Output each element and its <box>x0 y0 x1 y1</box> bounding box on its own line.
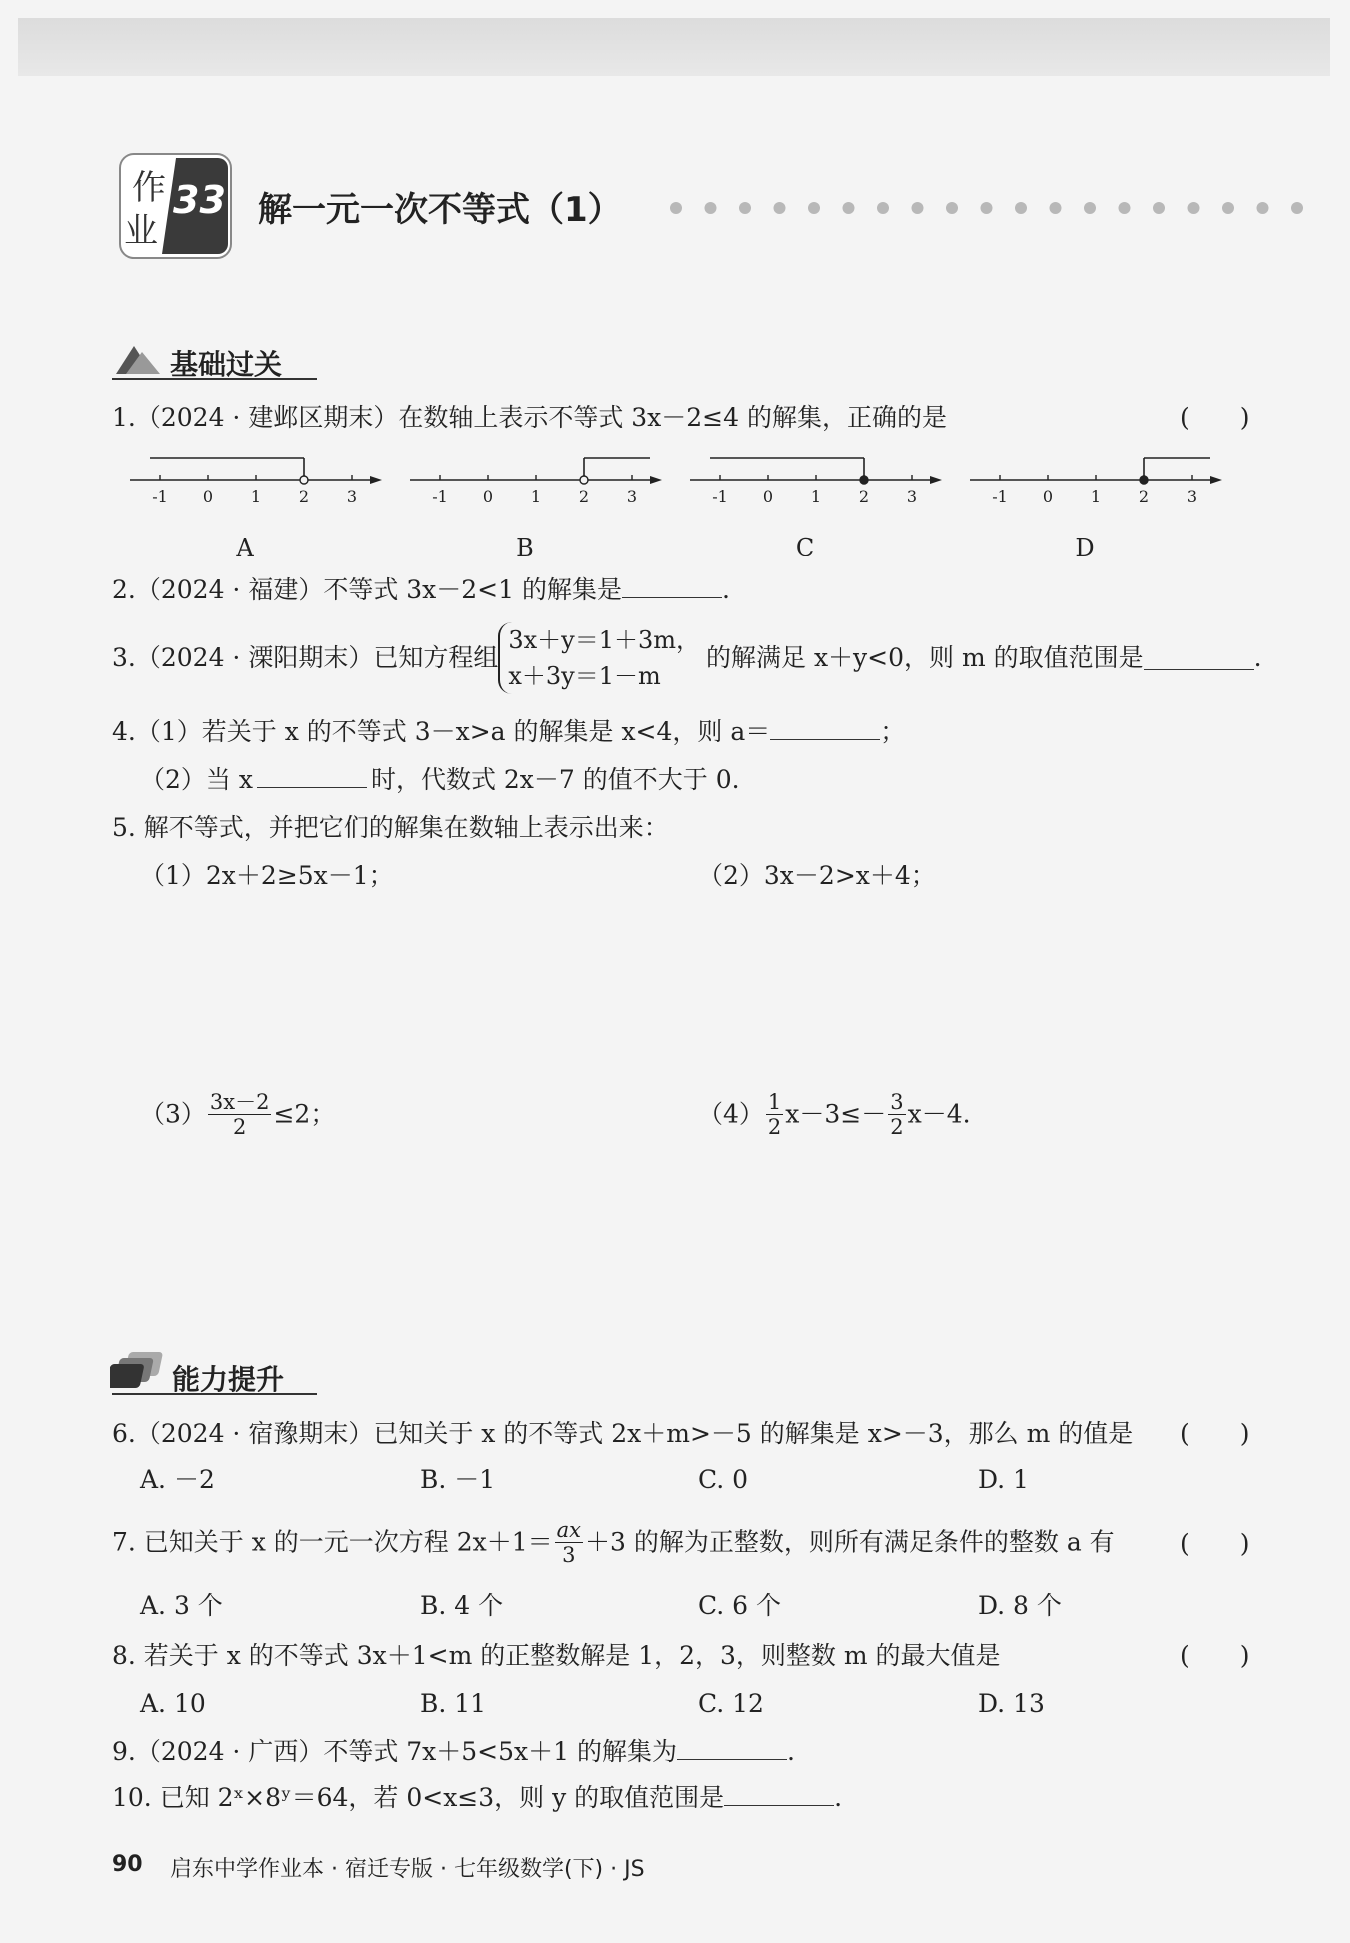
leader-dot <box>877 202 889 214</box>
closed-endpoint <box>860 476 868 484</box>
q5-sub4-fraction2 <box>888 1090 905 1139</box>
q5-sub3-label: （3） <box>140 1099 206 1129</box>
q7-stem-pre: 7. 已知关于 x 的一元一次方程 2x＋1＝ <box>112 1527 553 1557</box>
number-line-a <box>130 458 382 556</box>
section-title-basic: 基础过关 <box>170 348 283 381</box>
section-underline-advanced <box>112 1393 317 1395</box>
q4-part1-stem: 4.（1）若关于 x 的不等式 3－x>a 的解集是 x<4，则 a＝ <box>112 717 771 746</box>
tick-label: 2 <box>858 487 870 506</box>
q5-stem: 5. 解不等式，并把它们的解集在数轴上表示出来： <box>112 813 669 842</box>
q1-number-lines <box>130 446 1240 556</box>
leader-dot <box>1188 202 1200 214</box>
q9-answer-blank[interactable] <box>677 1737 787 1760</box>
q5-sub3-rhs: ≤2； <box>273 1099 336 1129</box>
tick-label: 3 <box>626 487 638 506</box>
q7-option-d[interactable]: D. 8 个 <box>978 1591 1062 1620</box>
title-dot-leader <box>668 198 1328 218</box>
q7-option-a[interactable]: A. 3 个 <box>140 1591 223 1620</box>
leader-dot <box>670 202 682 214</box>
q10-end: . <box>834 1783 843 1812</box>
leader-dot <box>1291 202 1303 214</box>
badge-number: 33 <box>173 178 226 222</box>
badge-top-char: 作 <box>132 168 166 208</box>
q4-part2-post: 时，代数式 2x－7 的值不大于 0. <box>370 765 740 794</box>
closed-endpoint <box>1140 476 1148 484</box>
q1-stem: 1.（2024 · 建邺区期末）在数轴上表示不等式 3x－2≤4 的解集，正确的是 <box>112 403 947 432</box>
q3-answer-blank[interactable] <box>1144 647 1254 670</box>
q7-stem <box>112 1518 1115 1567</box>
q5-sub2: （2）3x－2>x＋4； <box>698 861 936 890</box>
open-endpoint <box>580 476 588 484</box>
leader-dot <box>1257 202 1269 214</box>
tick-label: -1 <box>152 487 168 506</box>
leader-dot <box>912 202 924 214</box>
section-icon-advanced <box>110 1348 166 1390</box>
tick-label: 2 <box>1138 487 1150 506</box>
q3-equation-system <box>498 622 700 694</box>
q4-part2-blank[interactable] <box>257 765 367 788</box>
badge-bottom-char: 业 <box>124 211 158 251</box>
q5-sub4 <box>698 1090 971 1139</box>
number-line-d <box>970 458 1222 556</box>
leader-dot <box>1050 202 1062 214</box>
q4-part1-end: ； <box>880 717 906 746</box>
q2-end: . <box>721 575 730 604</box>
q6-option-d[interactable]: D. 1 <box>978 1465 1029 1494</box>
open-endpoint <box>300 476 308 484</box>
q5-sub4-den1: 2 <box>767 1115 782 1139</box>
q2-question <box>112 574 730 606</box>
leader-dot <box>981 202 993 214</box>
q6-option-b[interactable]: B. －1 <box>420 1465 496 1494</box>
q5-sub4-mid: x－3≤－ <box>785 1099 887 1129</box>
axis-arrow <box>930 476 942 484</box>
q5-sub3-denominator: 2 <box>233 1115 247 1139</box>
q3-eq1: 3x＋y＝1＋3m， <box>508 626 700 654</box>
q4-part1 <box>112 716 905 748</box>
option-label[interactable]: D <box>1075 534 1095 556</box>
q7-numerator: ax <box>556 1518 582 1542</box>
leader-dot <box>1222 202 1234 214</box>
q4-part2-pre: （2）当 x <box>140 765 253 794</box>
axis-arrow <box>370 476 382 484</box>
q7-answer-paren: ( ) <box>1180 1529 1250 1558</box>
q2-answer-blank[interactable] <box>622 575 722 598</box>
option-label[interactable]: A <box>236 534 254 556</box>
q9-question <box>112 1736 795 1768</box>
q3-end: . <box>1253 643 1262 672</box>
tick-label: 0 <box>202 487 214 506</box>
q8-option-a[interactable]: A. 10 <box>140 1689 206 1718</box>
q5-sub4-den2: 2 <box>890 1115 904 1139</box>
footer-book-title: 启东中学作业本 · 宿迁专版 · 七年级数学(下) · JS <box>170 1857 645 1882</box>
q6-stem: 6.（2024 · 宿豫期末）已知关于 x 的不等式 2x＋m>－5 的解集是 x>－3，那么 m 的值是 <box>112 1419 1134 1448</box>
q2-stem: 2.（2024 · 福建）不等式 3x－2<1 的解集是 <box>112 575 622 604</box>
number-line-c <box>690 458 942 556</box>
leader-dot <box>843 202 855 214</box>
q8-option-d[interactable]: D. 13 <box>978 1689 1045 1718</box>
tick-label: 1 <box>1090 487 1102 506</box>
q7-option-b[interactable]: B. 4 个 <box>420 1591 504 1620</box>
footer-page-number: 90 <box>112 1852 143 1877</box>
leader-dot <box>808 202 820 214</box>
section-icon-basic <box>112 338 162 378</box>
q1-answer-paren: ( ) <box>1180 403 1250 432</box>
tick-label: -1 <box>712 487 728 506</box>
section-underline-basic <box>112 378 317 380</box>
q7-denominator: 3 <box>562 1543 576 1567</box>
leader-dot <box>1084 202 1096 214</box>
number-line-b <box>410 458 662 556</box>
tick-label: 3 <box>346 487 358 506</box>
section-title-advanced: 能力提升 <box>172 1363 285 1396</box>
q5-sub3-fraction <box>208 1090 272 1139</box>
tick-label: 0 <box>1042 487 1054 506</box>
q3-prefix: 3.（2024 · 溧阳期末）已知方程组 <box>112 643 499 672</box>
tick-label: 1 <box>810 487 822 506</box>
q9-stem: 9.（2024 · 广西）不等式 7x＋5<5x＋1 的解集为 <box>112 1737 677 1766</box>
q8-answer-paren: ( ) <box>1180 1641 1250 1670</box>
q5-sub4-num1: 1 <box>767 1090 782 1114</box>
q7-fraction <box>555 1518 583 1567</box>
q10-answer-blank[interactable] <box>724 1783 834 1806</box>
q7-stem-post: ＋3 的解为正整数，则所有满足条件的整数 a 有 <box>585 1527 1115 1557</box>
tick-label: 2 <box>578 487 590 506</box>
q4-part2 <box>140 764 740 796</box>
option-label[interactable]: B <box>516 534 534 556</box>
q9-end: . <box>786 1737 795 1766</box>
tick-label: 1 <box>530 487 542 506</box>
q3-question <box>112 622 1262 694</box>
tick-label: 3 <box>906 487 918 506</box>
leader-dot <box>774 202 786 214</box>
page-title: 解一元一次不等式（1） <box>258 190 622 230</box>
option-label[interactable]: C <box>795 534 815 556</box>
leader-dot <box>946 202 958 214</box>
q5-sub3 <box>140 1090 335 1139</box>
q5-sub4-post: x－4. <box>907 1099 971 1129</box>
q7-option-c[interactable]: C. 6 个 <box>698 1591 781 1620</box>
tick-label: -1 <box>992 487 1008 506</box>
q5-sub4-num2: 3 <box>890 1090 904 1114</box>
tick-label: 3 <box>1186 487 1198 506</box>
q8-stem: 8. 若关于 x 的不等式 3x＋1<m 的正整数解是 1，2，3，则整数 m 的最大值是 <box>112 1641 1001 1670</box>
q5-sub4-fraction1 <box>766 1090 783 1139</box>
q5-sub3-numerator: 3x－2 <box>209 1090 270 1114</box>
q8-option-c[interactable]: C. 12 <box>698 1689 764 1718</box>
q3-suffix: 的解满足 x＋y<0，则 m 的取值范围是 <box>706 643 1144 672</box>
leader-dot <box>739 202 751 214</box>
tick-label: 2 <box>298 487 310 506</box>
leader-dot <box>1119 202 1131 214</box>
leader-dot <box>705 202 717 214</box>
tick-label: 1 <box>250 487 262 506</box>
leader-dot <box>1153 202 1165 214</box>
tick-label: 0 <box>762 487 774 506</box>
q3-eq2: x＋3y＝1－m <box>508 662 661 690</box>
axis-arrow <box>650 476 662 484</box>
q6-option-c[interactable]: C. 0 <box>698 1465 749 1494</box>
leader-dot <box>1015 202 1027 214</box>
q5-sub4-label: （4） <box>698 1099 764 1129</box>
tick-label: 0 <box>482 487 494 506</box>
q4-part1-blank[interactable] <box>770 717 880 740</box>
q6-option-a[interactable]: A. －2 <box>140 1465 215 1494</box>
q5-sub1: （1）2x＋2≥5x－1； <box>140 861 394 890</box>
q8-option-b[interactable]: B. 11 <box>420 1689 487 1718</box>
axis-arrow <box>1210 476 1222 484</box>
q10-stem: 10. 已知 2ˣ×8ʸ＝64，若 0<x≤3，则 y 的取值范围是 <box>112 1783 725 1812</box>
tick-label: -1 <box>432 487 448 506</box>
q10-question <box>112 1782 842 1814</box>
q6-answer-paren: ( ) <box>1180 1419 1250 1448</box>
